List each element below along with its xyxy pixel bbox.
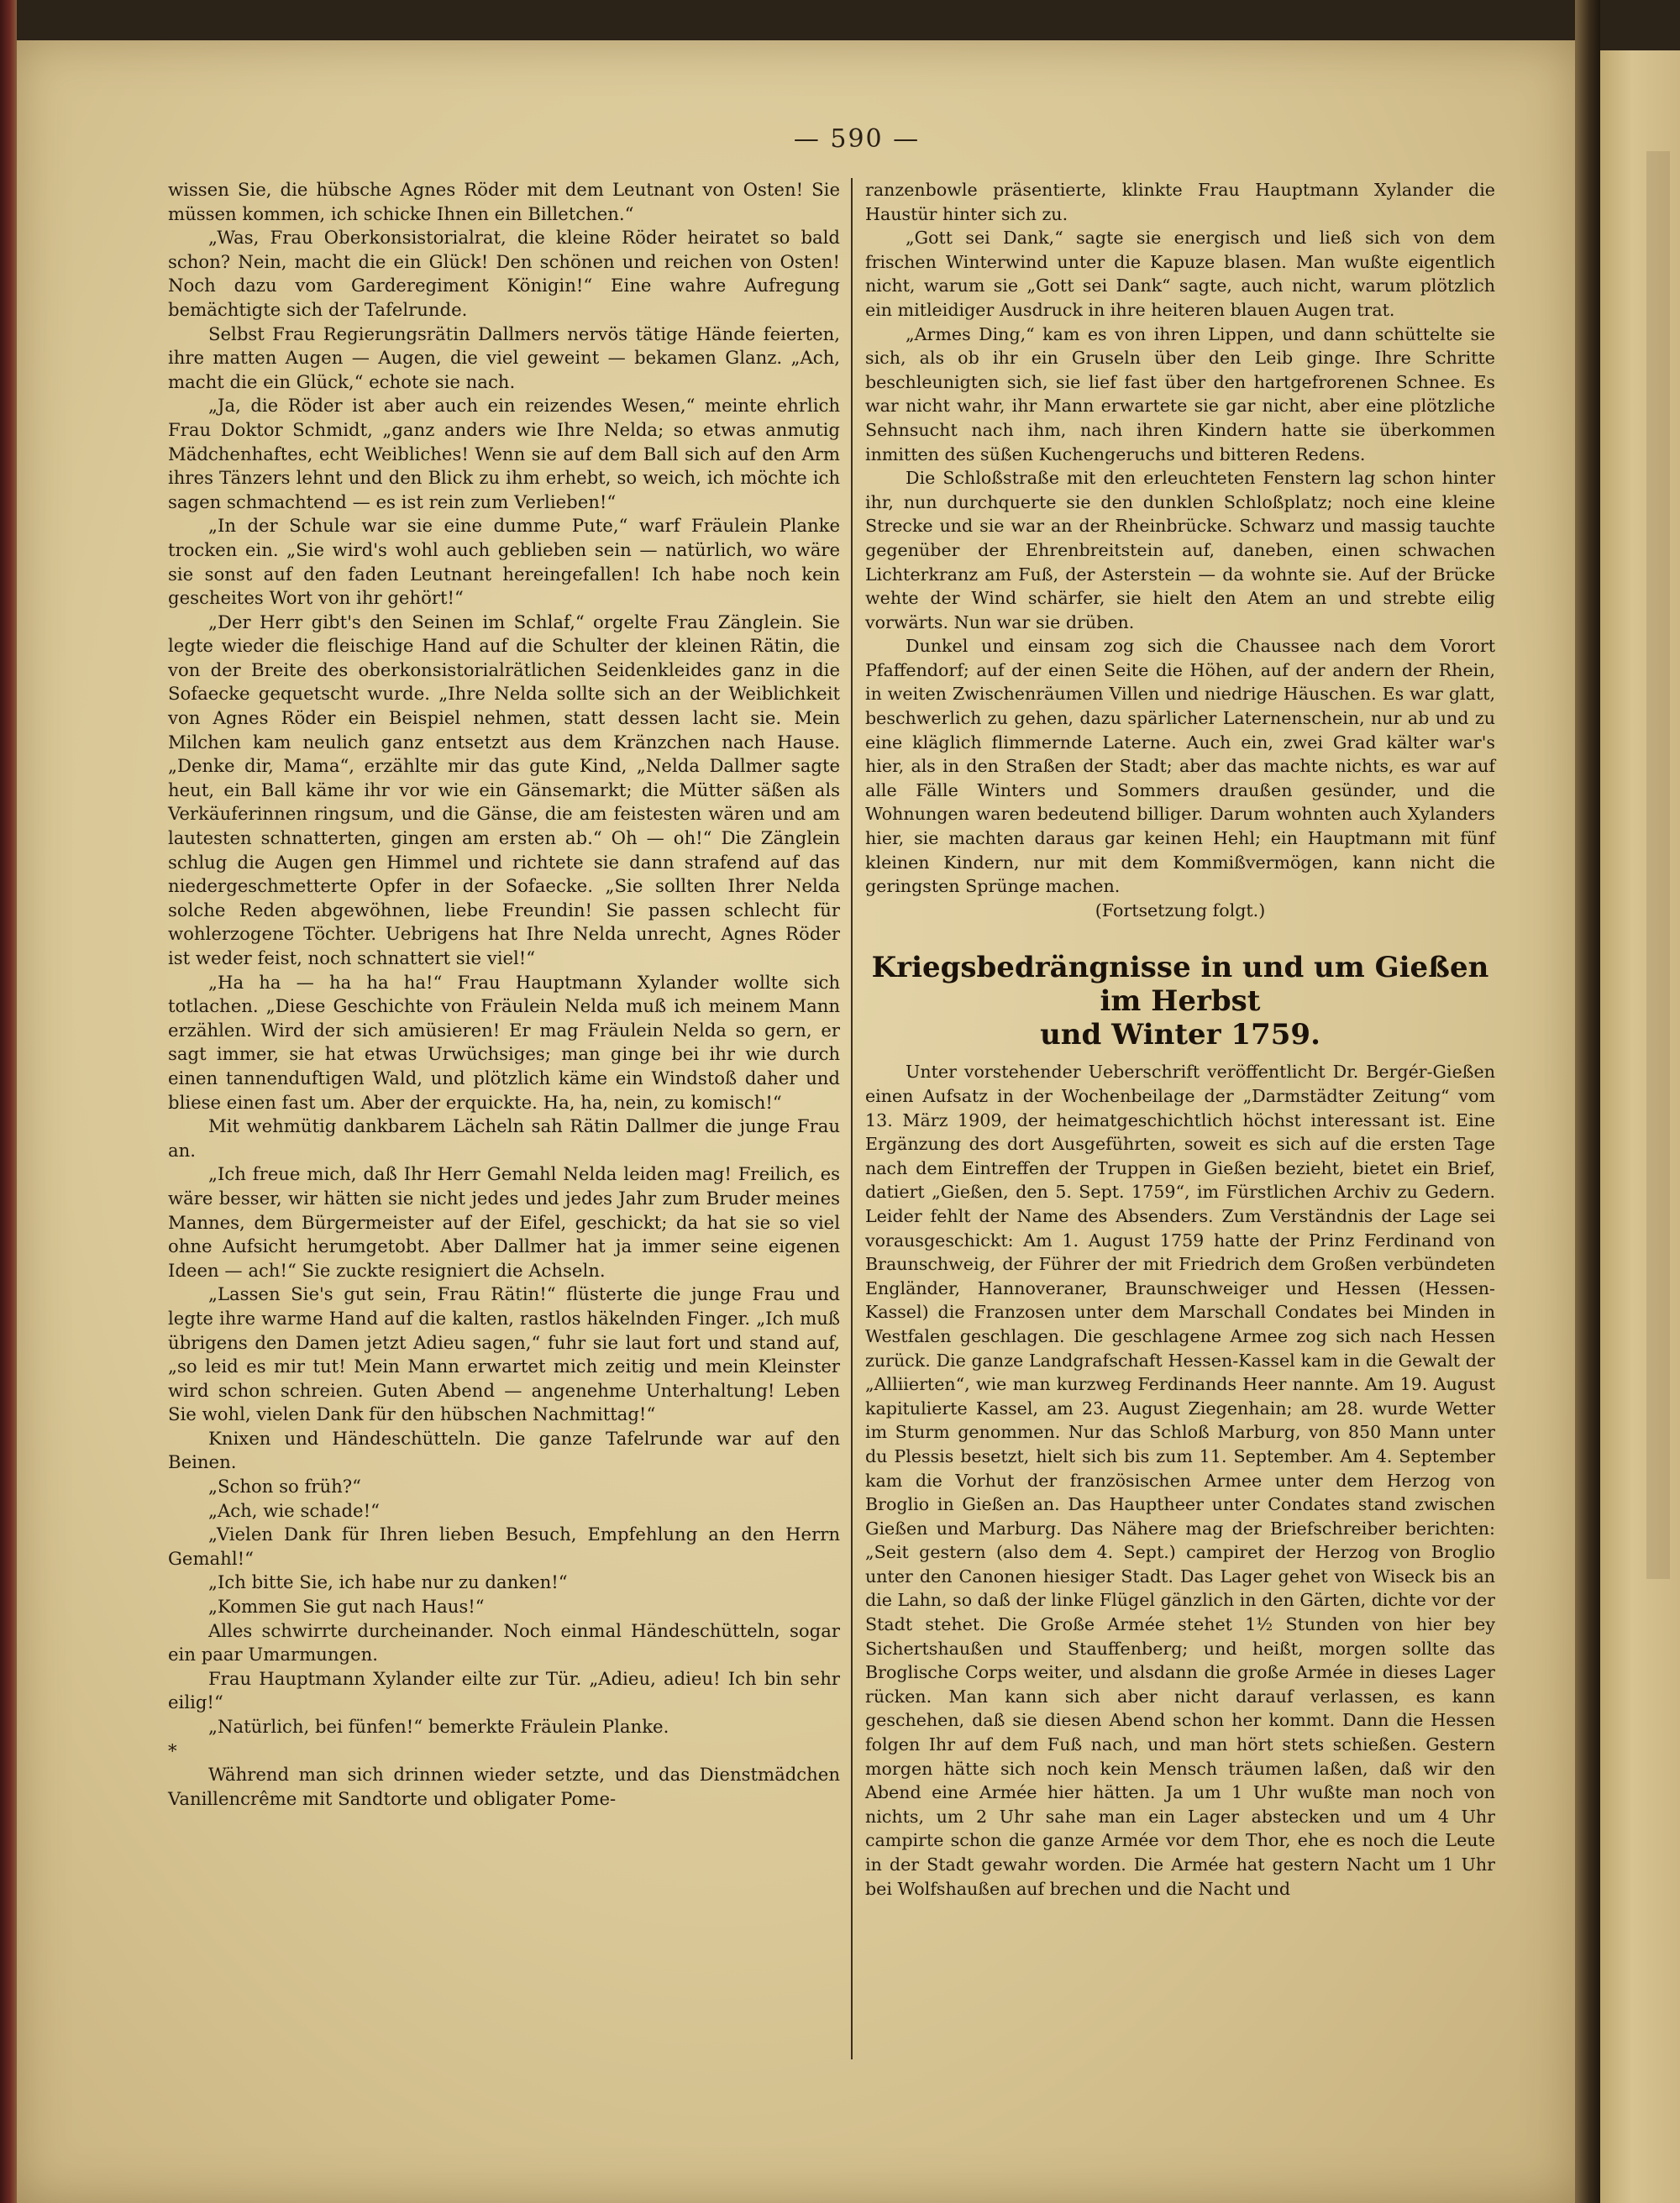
left-column-paragraphs [168, 178, 840, 1739]
story-paragraph: „Ich bitte Sie, ich habe nur zu danken!“ [208, 1571, 568, 1593]
article-headline-line-1: Kriegsbedrängnisse in und um Gießen im Herbst [871, 951, 1489, 1019]
story-paragraph: wissen Sie, die hübsche Agnes Röder mit dem Leutnant von Osten! Sie müssen kommen, ich schicke Ihnen ein Billetchen.“ [168, 179, 840, 224]
story-paragraph: „Natürlich, bei fünfen!“ bemerkte Fräulein Planke. [208, 1716, 669, 1737]
continued-note: (Fortsetzung folgt.) [1095, 900, 1266, 921]
next-page-print-shadow [1646, 151, 1670, 1579]
story-paragraph: „Kommen Sie gut nach Haus!“ [208, 1596, 485, 1618]
story-paragraph: Selbst Frau Regierungsrätin Dallmers nervös tätige Hände feierten, ihre matten Augen — Augen, die viel geweint — bekamen Glanz. „Ach, macht die ein Glück,“ echote sie nach. [168, 323, 840, 392]
story-paragraph: ranzenbowle präsentierte, klinkte Frau Hauptmann Xylander die Haustür hinter sich zu. [865, 180, 1495, 224]
story-paragraph: „Vielen Dank für Ihren lieben Besuch, Empfehlung an den Herrn Gemahl!“ [168, 1524, 840, 1569]
story-paragraph: „Ach, wie schade!“ [208, 1499, 380, 1521]
story-paragraph: „Der Herr gibt's den Seinen im Schlaf,“ orgelte Frau Zänglein. Sie legte wieder die fleischige Hand auf die Schulter der kleinen Rätin, die von der Breite des oberkonsistorialrätlichen Seidenkleides ganz in die Sofaecke gequetscht wurde. „Ihre Nelda sollte sich an der Weiblichkeit von Agnes Röder ein Beispiel nehmen, statt dessen lacht sie. Mein Milchen kam neulich ganz entsetzt aus dem Kränzchen nach Hause. „Denke dir, Mama“, erzählte mir das gute Kind, „Nelda Dallmer sagte heut, ein Ball käme ihr vor wie ein Gänsemarkt; die Mütter säßen als Verkäuferinnen ringsum, und die Gänse, die am feistesten wären und am lautesten schnatterten, gingen am ersten ab.“ Oh — oh!“ Die Zänglein schlug die Augen gen Himmel und richtete sie dann strafend auf das niedergeschmetterte Opfer in der Sofaecke. „Sie sollten Ihrer Nelda solche Reden abgewöhnen, liebe Freundin! Sie passen schlecht für wohlerzogene Töchter. Uebrigens hat Ihre Nelda unrecht, Agnes Röder ist weder feist, noch schnattert sie viel!“ [168, 611, 840, 968]
article-headline-line-2: und Winter 1759. [1040, 1018, 1320, 1052]
story-paragraph: „Lassen Sie's gut sein, Frau Rätin!“ flüsterte die junge Frau und legte ihre warme Hand auf die kalten, rastlos häkelnden Finger. „Ich muß übrigens den Damen jetzt Adieu sagen,“ fuhr sie laut fort und stand auf, „so leid es mir tut! Mein Mann erwartet mich zeitig und mein Kleinster wird schon schreien. Guten Abend — angenehme Unterhaltung! Leben Sie wohl, vielen Dank für den hübschen Nachmittag!“ [168, 1283, 840, 1425]
story-paragraph: Mit wehmütig dankbarem Lächeln sah Rätin Dallmer die junge Frau an. [168, 1115, 840, 1161]
story-paragraph: Frau Hauptmann Xylander eilte zur Tür. „Adieu, adieu! Ich bin sehr eilig!“ [168, 1667, 840, 1713]
article-headline [865, 951, 1495, 1052]
story-paragraph: „Ha ha — ha ha ha!“ Frau Hauptmann Xylander wollte sich totlachen. „Diese Geschichte von Fräulein Nelda muß ich meinem Mann erzählen. Wird der sich amüsieren! Er mag Fräulein Nelda so gern, er sagt immer, sie hat etwas Urwüchsiges; man ginge bei ihr wie durch einen tannenduftigen Wald, und plötzlich käme ein Windstoß daher und bliese einen fast um. Aber der erquickte. Ha, ha, nein, zu komisch!“ [168, 971, 840, 1113]
story-paragraph: „In der Schule war sie eine dumme Pute,“ warf Fräulein Planke trocken ein. „Sie wird's wohl auch geblieben sein — natürlich, wo wäre sie sonst auf den faden Leutnant hereingefallen! Ich habe noch kein gescheites Wort von ihr gehört!“ [168, 515, 840, 609]
left-column [168, 178, 840, 1811]
book-binding-edge [0, 0, 17, 2203]
story-paragraph: „Gott sei Dank,“ sagte sie energisch und ließ sich von dem frischen Winterwind unter die Kapuze blasen. Man wußte eigentlich nicht, warum sie „Gott sei Dank“ sagte, auch nicht, warum plötzlich ein mitleidiger Ausdruck in ihre heiteren blauen Augen trat. [865, 228, 1495, 320]
page-number: — 590 — [793, 124, 921, 154]
story-paragraph: Dunkel und einsam zog sich die Chaussee nach dem Vorort Pfaffendorf; auf der einen Seite die Höhen, auf der andern der Rhein, in weiten Zwischenräumen Villen und niedrige Häuschen. Es war glatt, beschwerlich zu gehen, dazu spärlicher Laternenschein, nur ab und zu eine kläglich flimmernde Laterne. Auch ein, zwei Grad kälter war's hier, als in den Straßen der Stadt; aber das machte nichts, es war auf alle Fälle Winters und Sommers draußen gesünder, und die Wohnungen waren bedeutend billiger. Darum wohnten auch Xylanders hier, sie machten daraus gar keinen Hehl; ein Hauptmann mit fünf kleinen Kindern, nur mit dem Kommißvermögen, kann nicht die geringsten Sprünge machen. [865, 636, 1495, 897]
section-separator: * [168, 1739, 177, 1761]
story-paragraph: „Was, Frau Oberkonsistorialrat, die kleine Röder heiratet so bald schon? Nein, macht die ein Glück! Den schönen und reichen von Osten! Noch dazu vom Garderegiment Königin!“ Eine wahre Aufregung bemächtigte sich der Tafelrunde. [168, 227, 840, 320]
right-column-paragraphs [865, 178, 1495, 899]
story-paragraph: „Ja, die Röder ist aber auch ein reizendes Wesen,“ meinte ehrlich Frau Doktor Schmidt, „ganz anders wie Ihre Nelda; so etwas anmutig Mädchenhaftes, echt Weibliches! Wenn sie auf dem Ball sich auf den Arm ihres Tänzers lehnt und den Blick zu ihm erhebt, so weich, ich möchte ich sagen schmachtend — es ist rein zum Verlieben!“ [168, 395, 840, 512]
next-page-edge [1600, 50, 1680, 2203]
article-paragraph: Unter vorstehender Ueberschrift veröffentlicht Dr. Bergér-Gießen einen Aufsatz in der Wochenbeilage der „Darmstädter Zeitung“ vom 13. März 1909, der heimatgeschichtlich höchst interessant ist. Eine Ergänzung des dort Ausgeführten, soweit es sich auf die ersten Tage nach dem Eintreffen der Truppen in Gießen bezieht, bietet ein Brief, datiert „Gießen, den 5. Sept. 1759“, im Fürstlichen Archiv zu Gedern. Leider fehlt der Name des Absenders. Zum Verständnis der Lage sei vorausgeschickt: Am 1. August 1759 hatte der Prinz Ferdinand von Braunschweig, der Führer der mit Friedrich dem Großen verbündeten Engländer, Hannoveraner, Braunschweiger und Hessen (Hessen-Kassel) die Franzosen unter dem Marschall Condates bei Minden in Westfalen geschlagen. Die geschlagene Armee zog sich nach Hessen zurück. Die ganze Landgrafschaft Hessen-Kassel kam in die Gewalt der „Alliierten“, wie man kurzweg Ferdinands Heer nannte. Am 19. August kapitulierte Kassel, am 23. August Ziegenhain; am 28. wurde Wetter im Sturm genommen. Nur das Schloß Marburg, von 850 Mann unter du Plessis besetzt, hielt sich bis zum 11. September. Am 4. September kam die Vorhut der französischen Armee unter dem Herzog von Broglio in Gießen an. Das Hauptheer unter Condates stand zwischen Gießen und Marburg. Das Nähere mag der Briefschreiber berichten: „Seit gestern (also dem 4. Sept.) campiret der Herzog von Broglio unter den Canonen hiesiger Stadt. Das Lager gehet von Wiseck bis an die Lahn, so daß der linke Flügel gänzlich in den Gärten, dichte vor der Stadt stehet. Die Große Armée stehet 1½ Stunden von hier bey Sichertshaußen und Stauffenberg; und heißt, morgen sollte das Broglische Corps weiter, und alsdann die große Armée in dieses Lager rücken. Man kann sich aber nicht darauf verlassen, es kann geschehen, daß sie diesen Abend schon her kommt. Dann die Hessen folgen Ihr auf dem Fuß nach, und man hört stets schießen. Gestern morgen hätte sich noch kein Mensch träumen laßen, daß wir den Abend eine Armée hier hätten. Ja um 1 Uhr wußte man noch von nichts, um 2 Uhr sahe man ein Lager abstecken und um 4 Uhr campirte schon die ganze Armée vor dem Thor, ehe es noch die Leute in der Stadt gewahr worden. Die Armée hat gestern Nacht um 1 Uhr bei Wolfshaußen auf brechen und die Nacht und [865, 1062, 1495, 1899]
book-gutter [1575, 0, 1600, 2203]
story-paragraph: „Armes Ding,“ kam es von ihren Lippen, und dann schüttelte sie sich, als ob ihr ein Gruseln über den Leib ginge. Ihre Schritte beschleunigten sich, sie lief fast über den hartgefrorenen Schnee. Es war nicht wahr, ihr Mann erwartete sie gar nicht, aber eine plötzliche Sehnsucht nach ihm, nach ihren Kindern hatte sie überkommen inmitten des süßen Kuchengeruchs und bitteren Redens. [865, 323, 1495, 464]
story-paragraph: „Ich freue mich, daß Ihr Herr Gemahl Nelda leiden mag! Freilich, es wäre besser, wir hätten sie nicht jedes und jedes Jahr zum Bruder meines Mannes, dem Bürgermeister auf der Eifel, geschickt; da hat sie so viel ohne Aufsicht herumgetobt. Aber Dallmer hat ja immer seine eigenen Ideen — ach!“ Sie zuckte resigniert die Achseln. [168, 1163, 840, 1281]
article-body [865, 1060, 1495, 1901]
story-paragraph: Knixen und Händeschütteln. Die ganze Tafelrunde war auf den Beinen. [168, 1427, 840, 1473]
story-paragraph: „Schon so früh?“ [208, 1476, 361, 1498]
closing-paragraph: Während man sich drinnen wieder setzte, und das Dienstmädchen Vanillencrême mit Sandtorte und obligater Pome- [168, 1764, 840, 1809]
story-paragraph: Alles schwirrte durcheinander. Noch einmal Händeschütteln, sogar ein paar Umarmungen. [168, 1619, 840, 1665]
right-column [865, 178, 1495, 1901]
column-divider [851, 178, 853, 2059]
story-paragraph: Die Schloßstraße mit den erleuchteten Fenstern lag schon hinter ihr, nun durchquerte sie den dunklen Schloßplatz; noch eine kleine Strecke und sie war an der Rheinbrücke. Schwarz und massig tauchte gegenüber der Ehrenbreitstein auf, daneben, einen schwachen Lichterkranz am Fuß, der Asterstein — da wohnte sie. Auf der Brücke wehte der Wind schärfer, sie hielt den Atem an und strebte eilig vorwärts. Nun war sie drüben. [865, 468, 1495, 632]
